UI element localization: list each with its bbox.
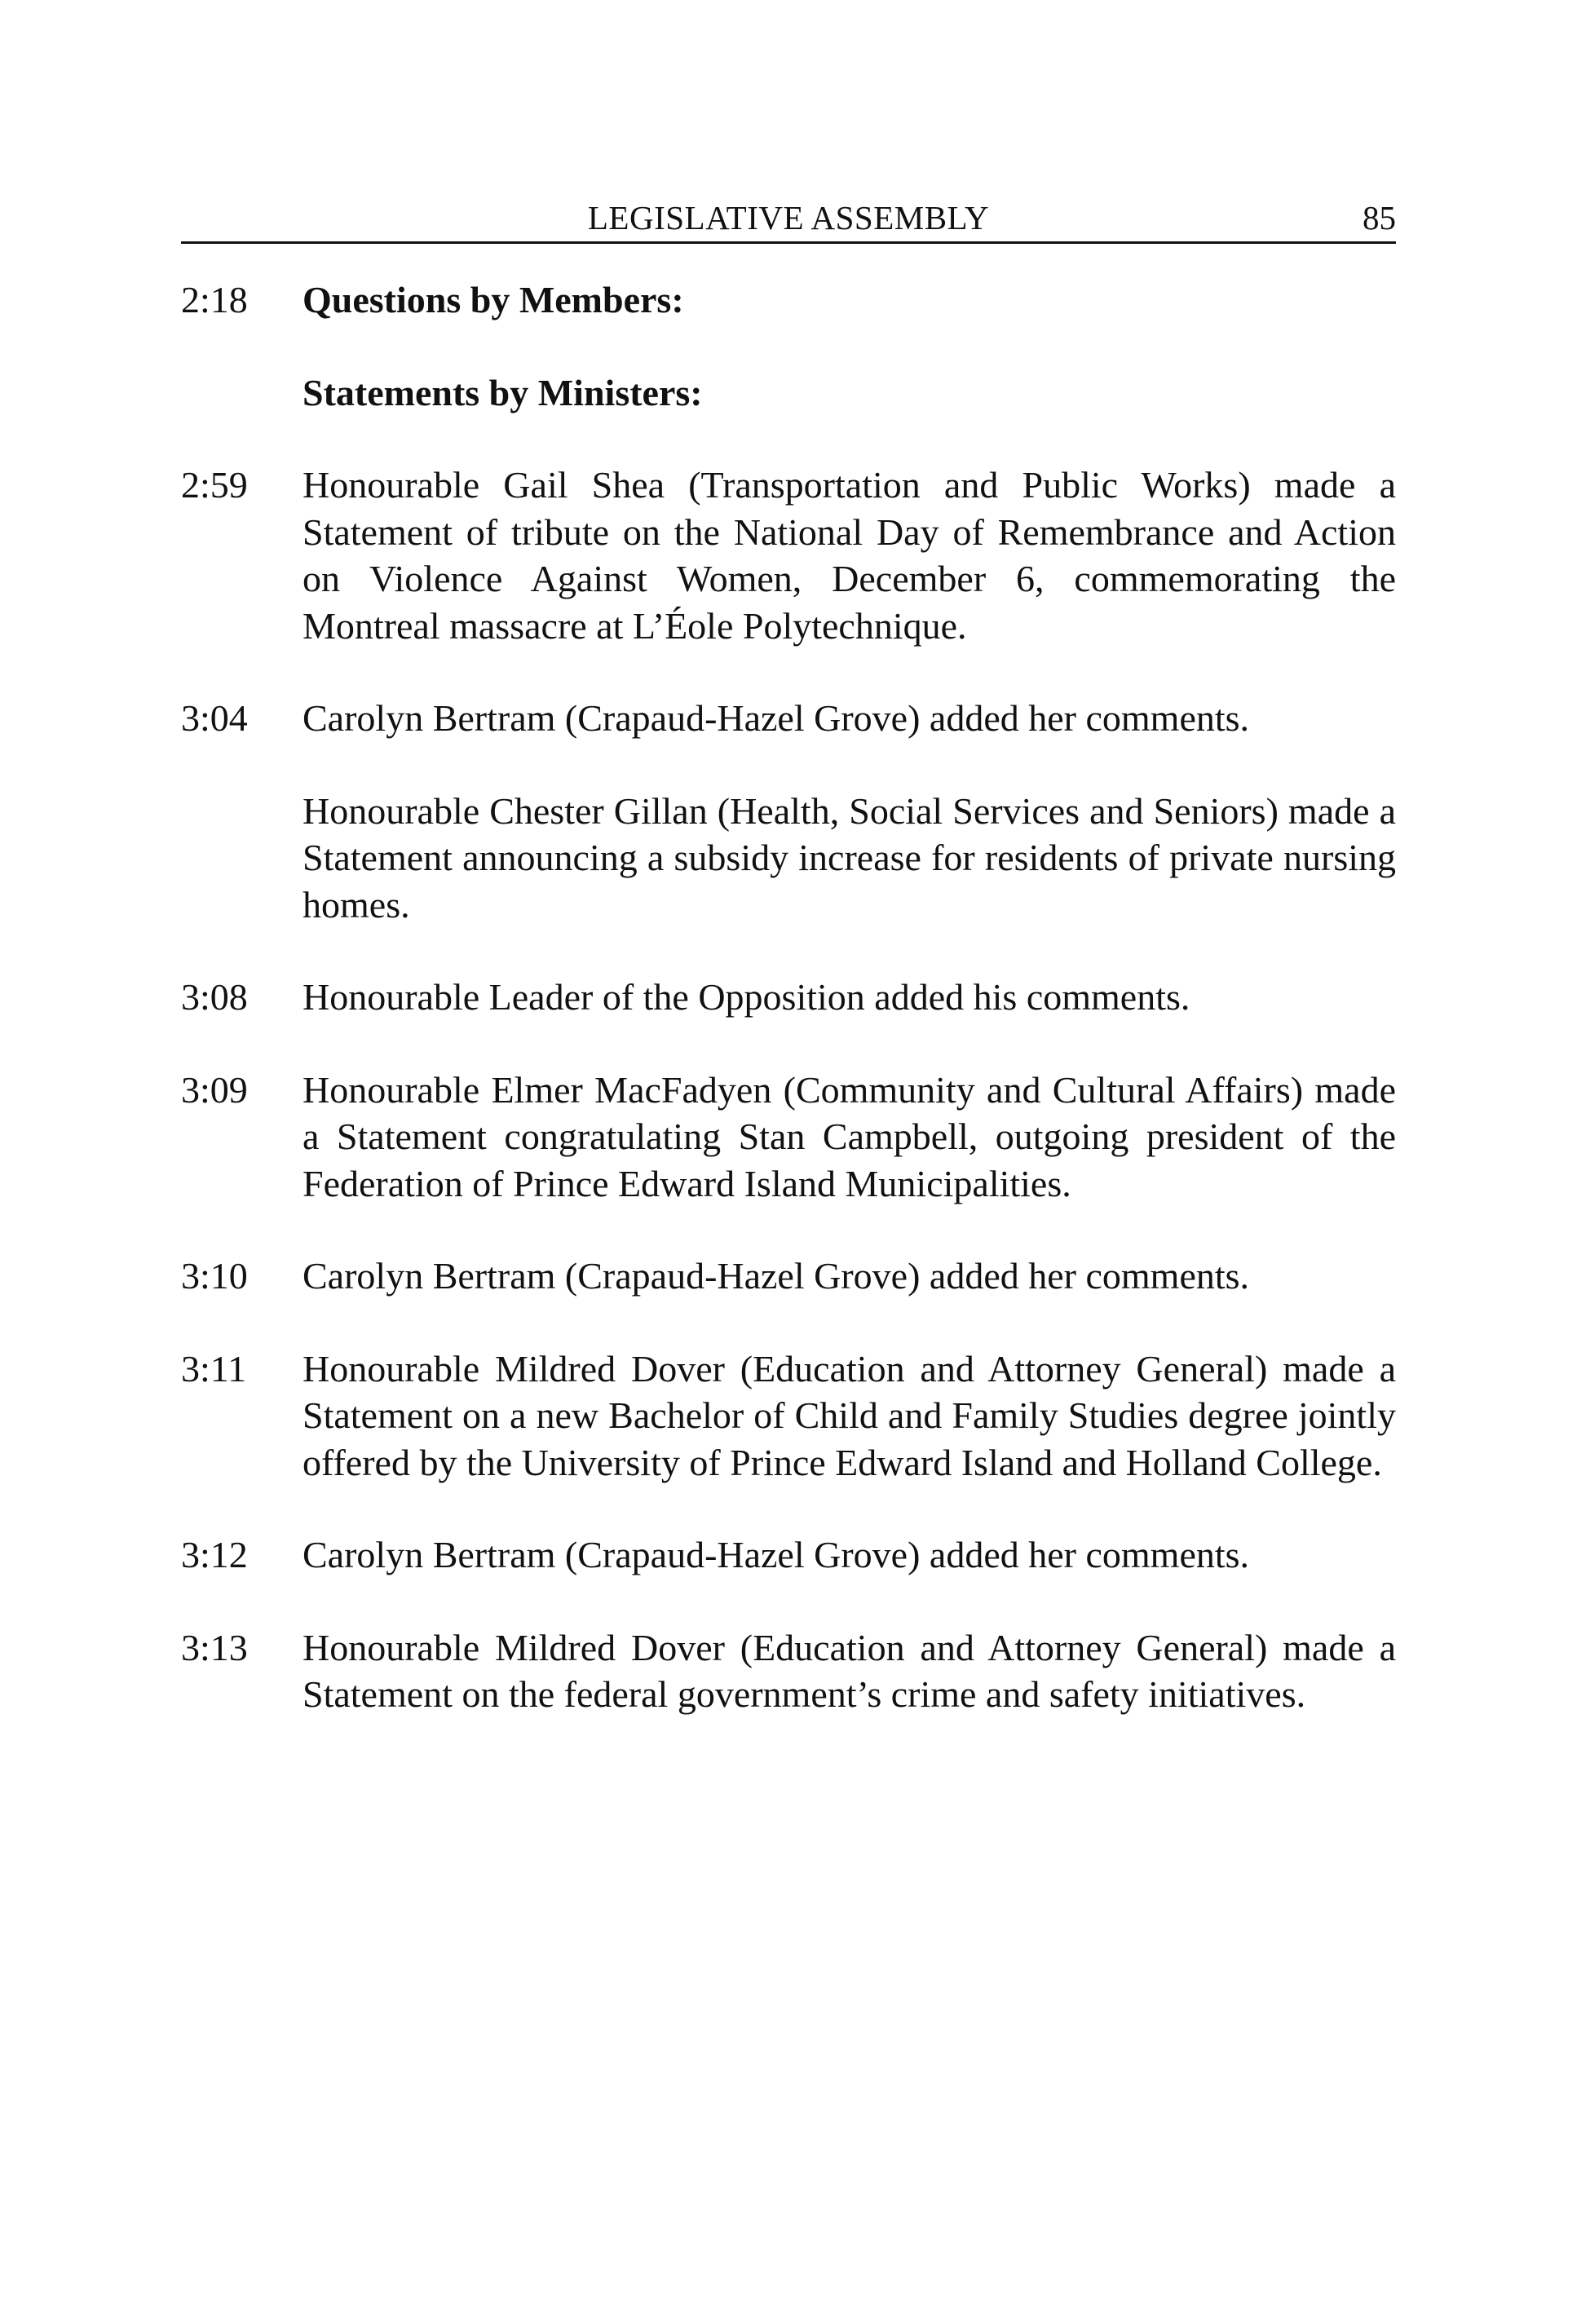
journal-entry <box>181 369 1396 417</box>
journal-entry <box>181 462 1396 649</box>
journal-entry <box>181 695 1396 742</box>
section-heading: Statements by Ministers: <box>303 371 703 413</box>
entry-time: 3:11 <box>181 1347 247 1390</box>
journal-entry <box>181 276 1396 324</box>
page-number: 85 <box>1363 199 1396 236</box>
running-header <box>181 194 1396 244</box>
entry-text: Carolyn Bertram (Crapaud-Hazel Grove) added her comments. <box>303 697 1250 739</box>
journal-entry <box>181 788 1396 929</box>
section-heading: Questions by Members: <box>303 279 684 320</box>
entry-text: Honourable Leader of the Opposition added his comments. <box>303 976 1190 1018</box>
document-page <box>181 194 1396 1764</box>
journal-entry <box>181 1624 1396 1718</box>
entry-time: 2:18 <box>181 279 248 320</box>
entry-text: Honourable Mildred Dover (Education and Attorney General) made a Statement on the federal government’s crime and safety initiatives. <box>303 1626 1396 1715</box>
entry-text: Honourable Elmer MacFadyen (Community and Cultural Affairs) made a Statement congratulating Stan Campbell, outgoing president of the Federation of Prince Edward Island Municipalities. <box>303 1068 1396 1204</box>
entry-time: 3:12 <box>181 1534 248 1575</box>
header-title: LEGISLATIVE ASSEMBLY <box>587 199 990 236</box>
journal-entry <box>181 1531 1396 1579</box>
entry-time: 2:59 <box>181 464 248 506</box>
entry-time: 3:08 <box>181 976 248 1018</box>
journal-entry <box>181 974 1396 1021</box>
entry-text: Carolyn Bertram (Crapaud-Hazel Grove) added her comments. <box>303 1255 1250 1297</box>
entry-text: Honourable Chester Gillan (Health, Social Services and Seniors) made a Statement announcing a subsidy increase for residents of private nursing homes. <box>303 789 1396 926</box>
journal-entry <box>181 1345 1396 1487</box>
journal-entry <box>181 1067 1396 1208</box>
journal-entry <box>181 1253 1396 1300</box>
journal-entries <box>181 276 1396 1718</box>
entry-time: 3:13 <box>181 1626 248 1668</box>
entry-time: 3:04 <box>181 697 248 739</box>
entry-time: 3:09 <box>181 1068 248 1111</box>
entry-time: 3:10 <box>181 1255 248 1297</box>
entry-text: Honourable Mildred Dover (Education and Attorney General) made a Statement on a new Bachelor of Child and Family Studies degree jointly offered by the University of Prince Edward Island and Holland College. <box>303 1347 1396 1483</box>
entry-text: Carolyn Bertram (Crapaud-Hazel Grove) added her comments. <box>303 1534 1250 1575</box>
entry-text: Honourable Gail Shea (Transportation and Public Works) made a Statement of tribute on the National Day of Remembrance and Action on Violence Against Women, December 6, commemorating the Montreal massacre at L’Éole Polytechnique. <box>303 464 1396 647</box>
